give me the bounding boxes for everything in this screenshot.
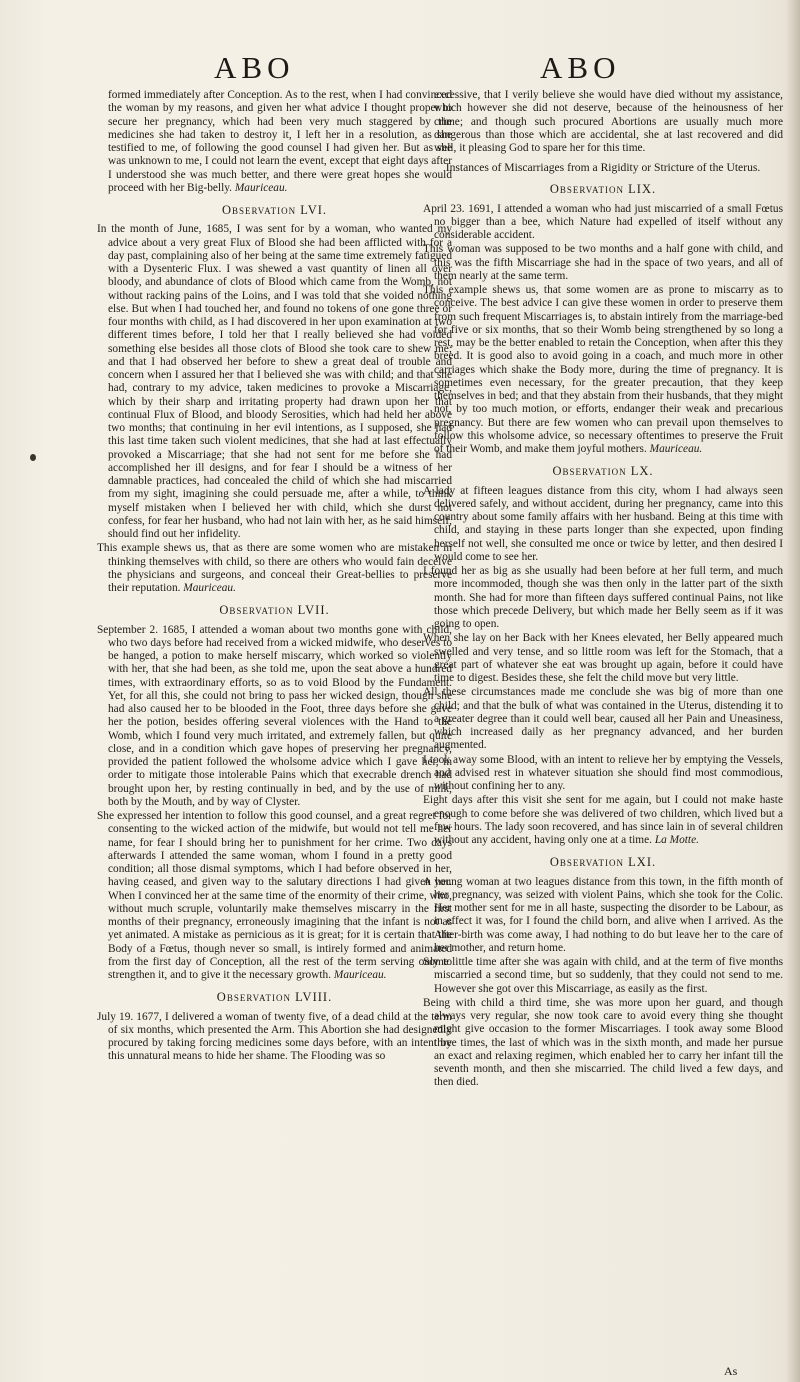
paragraph: I took away some Blood, with an intent to relieve her by emptying the Vessels, and advised rest in whatever situation she should find most commodious, without confining her to any.: [423, 753, 783, 792]
paragraph: In the month of June, 1685, I was sent for by a woman, who wanted my advice about a very great Flux of Blood she had been afflicted with for a day past, complaining also of her being at the same time extremely fatigued with a Dysenteric Flux. I was shewed a vast quantity of linen all over bloody, and abundance of clots of Blood which came from the Womb, not without racking pains of the Loins, and I was told that she voided nothing else. But when I had touched her, and found no tokens of one gone three or four months with child, as I had discovered in her upon examination at two different times before, I told her that I really believed she had voided something else besides all those clots of Blood she took care to shew me; and that I had observed her before to shew a great deal of trouble and concern when I assured her that I believed she was with child; and that she had, contrary to my advice, taken medicines to provoke a Miscarriage, which by their sharp and irritating property had drawn upon her that continual Flux of Blood, and bloody Serosities, which had held her above two months; that continuing in her evil intentions, as I supposed, she had this last time taken such violent medicines, that she had at last effectually provoked a Miscarriage; that she had not sent for me before she had accomplished her ill designs, and for fear I should be a witness of her damnable practices, had concealed the child of which she had miscarried from my sight, imagining she could persuade me, after a while, to think myself mistaken when I believed her with child, which she durst not confess, for fear her husband, who had not lain with her, as he said himself, should find out her infidelity.: [97, 223, 452, 540]
paragraph: July 19. 1677, I delivered a woman of twenty five, of a dead child at the term of six months, which presented the Arm. This Abortion she had designedly procured by taking forcing medicines some days before, with an intent by this unnatural means to hide her shame. The Flooding was so: [97, 1010, 452, 1063]
paragraph: All these circumstances made me conclude she was big of more than one child; and that the bulk of what was contained in the Uterus, distending it to a greater degree than it could well bear, caused all her Pain and Uneasiness, which increased daily as her pregnancy advanced, and her burden augmented.: [423, 686, 783, 752]
paragraph: September 2. 1685, I attended a woman about two months gone with child, who two days before had received from a wicked midwife, who deserves to be hanged, a potion to make herself miscarry, which worked so violently with her, that she had been, as she told me, upon the seat above a hundred times, with extraordinary efforts, so as to void Blood by the Fundament. Yet, for all this, she could not bring to pass her wicked design, though she had also caused her to be blooded in the Foot, three days before she gave her the potion, besides offering several violences with the Hand to the Womb, which I found very much irritated, and extremely fallen, but quite close, and in a condition which gave hopes of preserving her pregnancy, provided the patient followed the wholsome advice which I gave her, in order to mitigate those intolerable Pains which that execrable drench had brought upon her, by resting continually in bed, and by the use of milk, both by the Mouth, and by way of Clyster.: [97, 623, 452, 808]
running-head-right: ABO: [540, 50, 621, 85]
paragraph: She expressed her intention to follow this good counsel, and a great regret for consenting to the wicked action of the midwife, but would not tell me her name, for fear I should bring her to punishment for her crime. Two days afterwards I attended the same woman, whom I found in a pretty good condition; all those dismal symptoms, which I had before observed in her, having ceased, and given way to the salutary directions I had given her. When I convinced her at the same time of the enormity of their crime, who, without much scruple, voluntarily make themselves miscarry in the first months of their pregnancy, erroneously imagining that the infant is not as yet animated. A mistake as pernicious as it is great; for it is certain that the Body of a Fœtus, though never so small, is intirely formed and animated from the first day of Conception, all the rest of the term serving only to strengthen it, and to give it the necessary growth. Mauriceau.: [97, 810, 452, 981]
paragraph: This example shews us, that some women are as prone to miscarry as to conceive. The best advice I can give these women in order to preserve them from such frequent Miscarriages is, to abstain intirely from the marriage-bed for five or six months, that so their Womb being strengthened by so long a rest, may be the better enabled to retain the Conception, when after this they breed. It is good also to avoid going in a coach, and much more in other carriages which shake the Body more, during the time of pregnancy. It is sometimes even necessary, for the greater precaution, that they keep themselves in bed; and that they abstain from their husbands, that they might not, by too much motion, or efforts, endanger their weak and precarious pregnancy. But there are few women who can prevail upon themselves to follow this wholsome advice, so necessary oftentimes to preserve the Fruit of their Womb, and make them joyful mothers. Mauriceau.: [423, 284, 783, 455]
paragraph: Some little time after she was again with child, and at the term of five months miscarried a second time, but so suddenly, that they could not send to me. However she got over this Miscarriage, as easily as the first.: [423, 956, 783, 995]
ink-blot: [30, 454, 36, 461]
paragraph: When she lay on her Back with her Knees elevated, her Belly appeared much swelled and very tense, and so little room was left for the Stomach, that a great part of whatever she eat was brought up again, before it could have time to digest. Besides these, she felt the child move but very little.: [423, 632, 783, 684]
paragraph: Eight days after this visit she sent for me again, but I could not make haste enough to come before she was delivered of two children, which lived but a few hours. The lady soon recovered, and has since lain in of several children without any accident, having only one at a time. La Motte.: [423, 794, 783, 846]
section-heading: Instances of Miscarriages from a Rigidity or Stricture of the Uterus.: [445, 161, 761, 175]
observation-heading: Observation LVII.: [219, 603, 330, 618]
catchword: As: [724, 1364, 738, 1378]
paragraph: formed immediately after Conception. As to the rest, when I had convinced the woman by my reasons, and given her what advice I thought proper to secure her pregnancy, which had been very much staggered by the medicines she had taken to destroy it, I left her in a resolution, as she testified to me, of following the good counsel I had given her. But as she was unknown to me, I could not learn the event, except that eight days after I understood she was much better, and there were great hopes she would proceed with her Big-belly. Mauriceau.: [108, 89, 452, 194]
paragraph: excessive, that I verily believe she would have died without my assistance, which however she did not deserve, because of the heinousness of her crime; and though such procured Abortions are usually much more dangerous than those which are accidental, she at last recovered and did well, it pleasing God to spare her for this time.: [434, 89, 783, 154]
paragraph: This example shews us, that as there are some women who are mistaken in thinking themselves with child, so there are others who would fain deceive the physicians and surgeons, and conceal their Great-bellies to preserve their reputation. Mauriceau.: [97, 542, 452, 594]
observation-heading: Observation LX.: [552, 464, 654, 479]
page-gutter-shadow: [786, 0, 800, 1382]
paragraph: I found her as big as she usually had been before at her full term, and much more incommoded, though she was then only in the latter part of the sixth month. She had for more than fifteen days suffered continual Pains, not like those which precede Delivery, but which made her Belly seem as if it was going to open.: [423, 565, 783, 630]
observation-heading: Observation LVIII.: [216, 990, 333, 1005]
signature: La Motte.: [654, 834, 699, 846]
paragraph: A lady at fifteen leagues distance from this city, whom I had always seen delivered safely, and without accident, during her pregnancy, came into this country about some family affairs with her husband. Being at this time with child, and staying in these parts longer than she expected, upon finding herself not well, she consulted me once or twice by letter, and then desired I would come to see her.: [423, 484, 783, 563]
signature: Mauriceau.: [234, 181, 288, 194]
paragraph: A young woman at two leagues distance from this town, in the fifth month of her pregnancy, was seized with violent Pains, which she took for the Colic. Her mother sent for me in all haste, suspecting the disorder to be Labour, as in effect it was, for I found the child born, and alive when I arrived. As the After-birth was come away, I had nothing to do but leave her to the care of her mother, and return home.: [423, 875, 783, 954]
signature: Mauriceau.: [649, 443, 703, 455]
paragraph: Being with child a third time, she was more upon her guard, and though always very regular, she now took care to avoid every thing she thought might give occasion to the former Miscarriages. I took away some Blood three times, the last of which was in the sixth month, and made her pursue an exact and relaxing regimen, which enabled her to carry her infant till the seventh month, and then she miscarried. The child lived a few days, and then died.: [423, 996, 783, 1089]
paragraph: This woman was supposed to be two months and a half gone with child, and this was the fifth Miscarriage she had in the space of two years, and all of them nearly at the same term.: [423, 243, 783, 282]
observation-heading: Observation LIX.: [549, 182, 657, 197]
observation-heading: Observation LVI.: [221, 203, 328, 217]
running-head-left: ABO: [214, 50, 295, 85]
observation-heading: Observation LXI.: [549, 855, 657, 870]
paragraph: April 23. 1691, I attended a woman who had just miscarried of a small Fœtus no bigger than a bee, which Nature had expelled of itself without any considerable accident.: [423, 202, 783, 241]
left-column: [97, 89, 452, 1065]
right-column: [423, 89, 783, 1091]
signature: Mauriceau.: [183, 582, 236, 594]
signature: Mauriceau.: [333, 969, 387, 981]
